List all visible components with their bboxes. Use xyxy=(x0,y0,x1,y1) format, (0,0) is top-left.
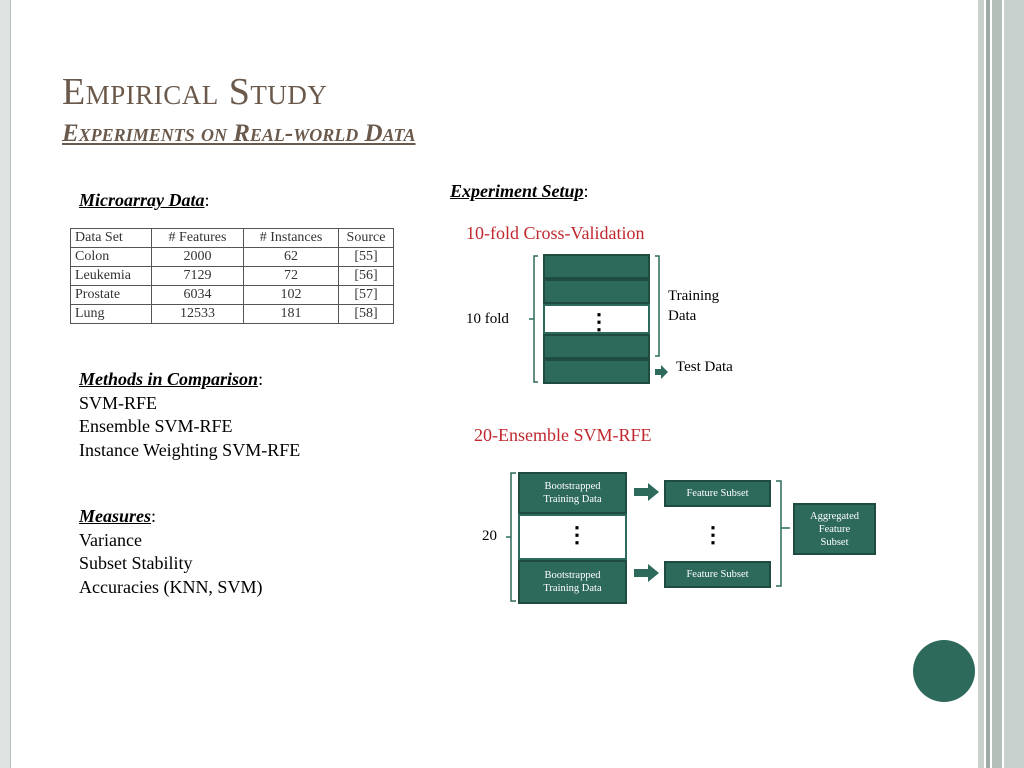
vertical-ellipsis: ⋮ xyxy=(566,522,588,547)
table-row xyxy=(71,267,394,286)
table-cell: Colon xyxy=(71,248,152,267)
table-cell: 2000 xyxy=(152,248,244,267)
box-label-line: Bootstrapped xyxy=(544,481,601,492)
measures-heading: Measures xyxy=(79,506,152,526)
table-cell: [56] xyxy=(339,267,394,286)
measures-heading-line xyxy=(79,505,262,529)
methods-colon: : xyxy=(258,369,264,389)
microarray-heading-line xyxy=(79,190,210,211)
bootstrapped-training-data-box xyxy=(518,472,627,514)
fold-block xyxy=(543,254,650,279)
table-row xyxy=(71,305,394,324)
table-cell: 12533 xyxy=(152,305,244,324)
training-data-label xyxy=(668,286,719,326)
column-header: # Features xyxy=(152,229,244,248)
table-cell: [58] xyxy=(339,305,394,324)
microarray-heading: Microarray Data xyxy=(79,190,205,210)
training-label-line: Data xyxy=(668,308,697,324)
column-header: # Instances xyxy=(244,229,339,248)
feature-subset-label: Feature Subset xyxy=(686,488,749,499)
table-cell: 62 xyxy=(244,248,339,267)
decorative-circle xyxy=(913,640,975,702)
right-frame-stripe xyxy=(978,0,984,768)
box-label-line: Feature xyxy=(818,523,851,535)
table-cell: Leukemia xyxy=(71,267,152,286)
microarray-table xyxy=(70,228,394,324)
setup-heading: Experiment Setup xyxy=(450,181,584,201)
right-frame-stripe xyxy=(1004,0,1024,768)
measures-section xyxy=(79,505,262,599)
methods-heading: Methods in Comparison xyxy=(79,369,259,389)
list-item: Accuracies (KNN, SVM) xyxy=(79,576,263,597)
fold-block xyxy=(543,334,650,359)
box-label-line: Aggregated xyxy=(810,510,859,522)
list-item: SVM-RFE xyxy=(79,392,158,413)
column-header: Source xyxy=(339,229,394,248)
list-item: Instance Weighting SVM-RFE xyxy=(79,439,301,460)
methods-section xyxy=(79,368,300,462)
setup-colon: : xyxy=(583,181,589,201)
bootstrapped-training-data-box xyxy=(518,560,627,604)
microarray-colon: : xyxy=(204,190,210,210)
setup-heading-line xyxy=(450,181,589,202)
table-row xyxy=(71,248,394,267)
methods-heading-line xyxy=(79,368,300,392)
box-label-line: Training Data xyxy=(543,583,602,594)
box-label-line: Bootstrapped xyxy=(544,570,601,581)
training-label-line: Training xyxy=(668,288,720,304)
table-cell: Lung xyxy=(71,305,152,324)
right-frame-stripe xyxy=(992,0,1002,768)
feature-subset-box xyxy=(664,561,771,588)
table-cell: [57] xyxy=(339,286,394,305)
column-header: Data Set xyxy=(71,229,152,248)
table-cell: 181 xyxy=(244,305,339,324)
table-row xyxy=(71,286,394,305)
fold-block xyxy=(543,279,650,304)
table-cell: 72 xyxy=(244,267,339,286)
feature-subset-box xyxy=(664,480,771,507)
table-header-row xyxy=(71,229,394,248)
vertical-ellipsis: ⋮ xyxy=(588,309,610,334)
list-item: Ensemble SVM-RFE xyxy=(79,416,233,436)
measures-colon: : xyxy=(151,506,157,526)
vertical-ellipsis: ⋮ xyxy=(702,522,724,547)
right-arrow-icon xyxy=(634,483,660,501)
box-label-line: Training Data xyxy=(543,494,602,505)
fold-label: 10 fold xyxy=(466,311,509,327)
slide-subtitle: Experiments on Real-world Data xyxy=(62,120,416,147)
feature-subset-label: Feature Subset xyxy=(686,569,749,580)
table-cell: Prostate xyxy=(71,286,152,305)
slide-title: Empirical Study xyxy=(62,71,328,113)
test-fold-block xyxy=(543,359,650,384)
table-cell: [55] xyxy=(339,248,394,267)
table-cell: 102 xyxy=(244,286,339,305)
right-arrow-icon xyxy=(634,564,660,582)
table-cell: 7129 xyxy=(152,267,244,286)
test-data-label: Test Data xyxy=(676,359,733,375)
list-item: Variance xyxy=(79,529,142,550)
list-item: Subset Stability xyxy=(79,553,193,573)
box-label-line: Subset xyxy=(820,536,849,548)
cv-title: 10-fold Cross-Validation xyxy=(466,223,645,243)
table-cell: 6034 xyxy=(152,286,244,305)
aggregated-feature-subset-box xyxy=(793,503,876,555)
right-arrow-icon xyxy=(654,364,670,380)
ensemble-title: 20-Ensemble SVM-RFE xyxy=(474,425,652,445)
left-frame-border xyxy=(0,0,11,768)
right-frame-stripe xyxy=(986,0,990,768)
ensemble-count-label: 20 xyxy=(482,528,497,544)
